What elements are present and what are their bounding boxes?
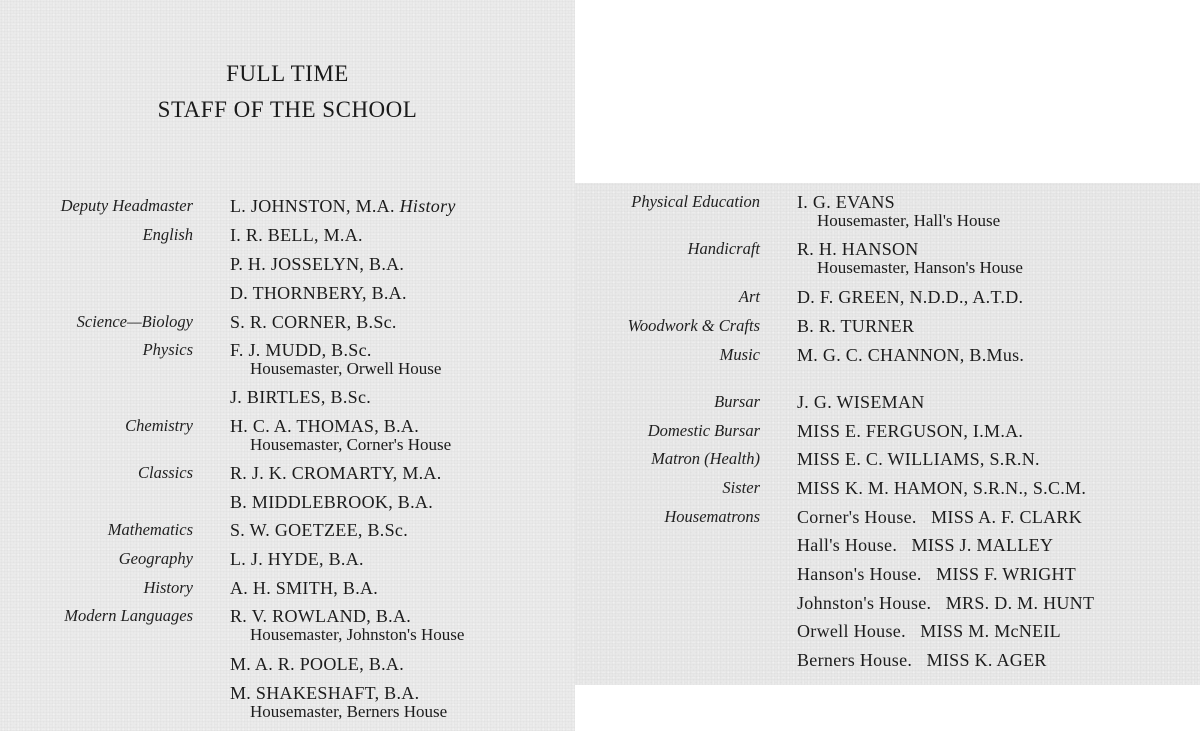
subject-label: Bursar — [714, 392, 760, 411]
staff-name: D. THORNBERY, B.A. — [230, 283, 407, 303]
subject-label: Chemistry — [125, 416, 193, 435]
subject-label: Science—Biology — [76, 312, 193, 331]
staff-name: J. BIRTLES, B.Sc. — [230, 387, 372, 407]
subject-label: Mathematics — [107, 520, 193, 539]
staff-name: R. J. K. CROMARTY, M.A. — [230, 463, 442, 483]
staff-name: MISS K. M. HAMON, S.R.N., S.C.M. — [797, 478, 1087, 498]
staff-name: R. V. ROWLAND, B.A. — [230, 606, 412, 626]
staff-name: S. R. CORNER, B.Sc. — [230, 312, 397, 332]
subject-label: Housematrons — [664, 507, 760, 526]
subject-label: Geography — [118, 549, 193, 568]
staff-name: M. A. R. POOLE, B.A. — [230, 654, 405, 674]
staff-name: MISS E. FERGUSON, I.M.A. — [797, 421, 1024, 441]
subject-label: Deputy Headmaster — [60, 196, 193, 215]
staff-note: Housemaster, Johnston's House — [250, 625, 465, 644]
staff-name: P. H. JOSSELYN, B.A. — [230, 254, 405, 274]
staff-name: I. G. EVANS — [797, 192, 895, 212]
staff-name: S. W. GOETZEE, B.Sc. — [230, 520, 409, 540]
staff-name: Orwell House. MISS M. McNEIL — [797, 621, 1061, 641]
staff-name: Johnston's House. MRS. D. M. HUNT — [797, 593, 1095, 613]
staff-note: Housemaster, Hanson's House — [817, 258, 1023, 277]
subject-label: History — [143, 578, 193, 597]
staff-note: Housemaster, Corner's House — [250, 435, 452, 454]
subject-label: Sister — [722, 478, 760, 497]
staff-name: B. MIDDLEBROOK, B.A. — [230, 492, 434, 512]
staff-extra: History — [399, 196, 456, 216]
staff-name: Corner's House. MISS A. F. CLARK — [797, 507, 1083, 527]
staff-name: MISS E. C. WILLIAMS, S.R.N. — [797, 449, 1040, 469]
staff-name: M. SHAKESHAFT, B.A. — [230, 683, 420, 703]
subject-label: Domestic Bursar — [647, 421, 760, 440]
subject-label: Music — [719, 345, 760, 364]
subject-label: Physics — [142, 340, 193, 359]
staff-note: Housemaster, Hall's House — [817, 211, 1001, 230]
staff-name: F. J. MUDD, B.Sc. — [230, 340, 372, 360]
subject-label: Art — [738, 287, 760, 306]
staff-name: B. R. TURNER — [797, 316, 915, 336]
staff-name: D. F. GREEN, N.D.D., A.T.D. — [797, 287, 1024, 307]
subject-label: Woodwork & Crafts — [627, 316, 760, 335]
staff-name: Hanson's House. MISS F. WRIGHT — [797, 564, 1077, 584]
subject-label: Classics — [137, 463, 193, 482]
heading-line-2: STAFF OF THE SCHOOL — [157, 97, 418, 122]
staff-name: M. G. C. CHANNON, B.Mus. — [797, 345, 1025, 365]
subject-label: English — [142, 225, 193, 244]
staff-name: L. JOHNSTON, M.A. History — [230, 196, 456, 216]
staff-name: R. H. HANSON — [797, 239, 919, 259]
subject-label: Modern Languages — [64, 606, 193, 625]
staff-name: A. H. SMITH, B.A. — [230, 578, 379, 598]
subject-label: Matron (Health) — [651, 449, 760, 468]
subject-label: Handicraft — [687, 239, 760, 258]
staff-name: Berners House. MISS K. AGER — [797, 650, 1047, 670]
staff-note: Housemaster, Orwell House — [250, 359, 442, 378]
subject-label: Physical Education — [631, 192, 760, 211]
staff-name: J. G. WISEMAN — [797, 392, 925, 412]
staff-name: I. R. BELL, M.A. — [230, 225, 363, 245]
left-page — [0, 0, 575, 731]
right-page — [575, 183, 1200, 685]
heading-line-1: FULL TIME — [226, 61, 349, 86]
staff-note: Housemaster, Berners House — [250, 702, 448, 721]
staff-name: H. C. A. THOMAS, B.A. — [230, 416, 419, 436]
staff-name: Hall's House. MISS J. MALLEY — [797, 535, 1054, 555]
staff-name: L. J. HYDE, B.A. — [230, 549, 364, 569]
